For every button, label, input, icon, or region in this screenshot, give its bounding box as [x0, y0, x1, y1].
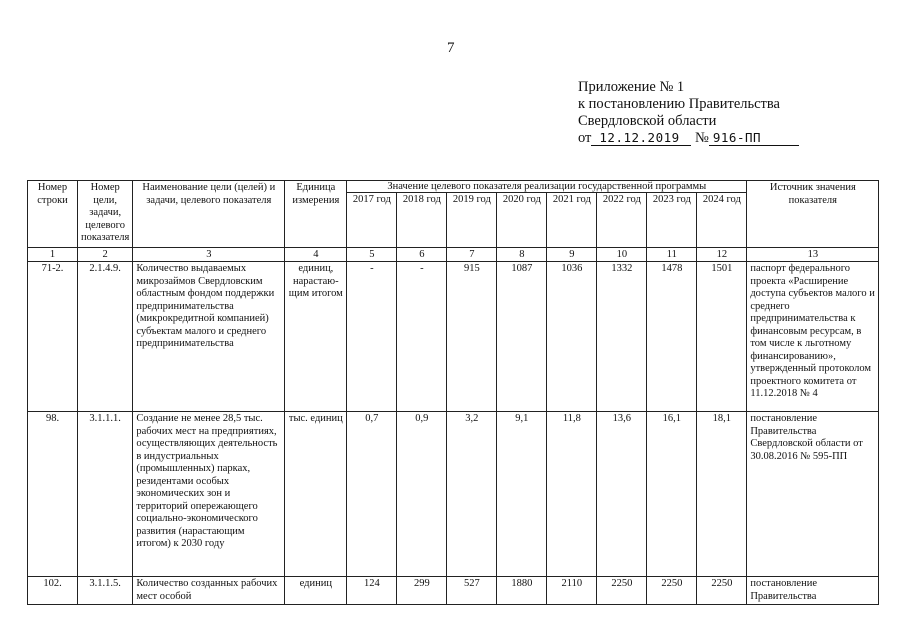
column-number: 9	[547, 248, 597, 262]
header-goal-no: Номер цели, задачи, целевого показателя	[78, 181, 133, 248]
header-year: 2024 год	[697, 193, 747, 248]
row-no: 98.	[28, 412, 78, 577]
value-cell: 13,6	[597, 412, 647, 577]
goal-no: 3.1.1.5.	[78, 577, 133, 605]
header-year: 2023 год	[647, 193, 697, 248]
column-number: 7	[447, 248, 497, 262]
indicators-table	[27, 180, 879, 605]
value-cell: 2250	[647, 577, 697, 605]
header-year: 2022 год	[597, 193, 647, 248]
header-unit: Единица измерения	[285, 181, 347, 248]
value-cell: 2110	[547, 577, 597, 605]
appendix-number: 916-ПП	[712, 130, 762, 145]
indicator-name: Количество выдаваемых микрозаймов Свердловским областным фондом поддержки предпринимательства (микрокредитной компанией) субъектам малого и среднего предпринимательства	[133, 262, 285, 412]
header-row	[28, 181, 879, 193]
header-values-title: Значение целевого показателя реализации государственной программы	[347, 181, 747, 193]
source: постановление Правительства	[747, 577, 879, 605]
column-number: 10	[597, 248, 647, 262]
column-number: 4	[285, 248, 347, 262]
column-number: 12	[697, 248, 747, 262]
value-cell: 1501	[697, 262, 747, 412]
page-number: 7	[447, 40, 455, 56]
value-cell: 1332	[597, 262, 647, 412]
value-cell: 1036	[547, 262, 597, 412]
column-number: 2	[78, 248, 133, 262]
source: постановление Правительства Свердловской области от 30.08.2016 № 595-ПП	[747, 412, 879, 577]
value-cell: 11,8	[547, 412, 597, 577]
indicator-name: Количество созданных рабочих мест особой	[133, 577, 285, 605]
header-year: 2017 год	[347, 193, 397, 248]
column-number: 5	[347, 248, 397, 262]
column-number: 13	[747, 248, 879, 262]
header-name: Наименование цели (целей) и задачи, целевого показателя	[133, 181, 285, 248]
header-year: 2019 год	[447, 193, 497, 248]
value-cell: 18,1	[697, 412, 747, 577]
appendix-block	[578, 79, 799, 147]
appendix-resolution: к постановлению Правительства	[578, 96, 780, 112]
table-row	[28, 262, 879, 412]
appendix-region: Свердловской области	[578, 113, 717, 129]
table-row	[28, 577, 879, 605]
unit: единиц, нарастаю-щим итогом	[285, 262, 347, 412]
header-source: Источник значения показателя	[747, 181, 879, 248]
row-no: 71-2.	[28, 262, 78, 412]
appendix-from: от	[578, 130, 592, 146]
appendix-date-line	[578, 130, 799, 147]
value-cell: 299	[397, 577, 447, 605]
value-cell: 2250	[597, 577, 647, 605]
value-cell: 2250	[697, 577, 747, 605]
table-row	[28, 412, 879, 577]
goal-no: 3.1.1.1.	[78, 412, 133, 577]
header-row-no: Номер строки	[28, 181, 78, 248]
appendix-date: 12.12.2019	[599, 130, 680, 145]
value-cell: 16,1	[647, 412, 697, 577]
appendix-num-sign: №	[695, 130, 709, 146]
row-no: 102.	[28, 577, 78, 605]
value-cell: 1478	[647, 262, 697, 412]
value-cell: 1880	[497, 577, 547, 605]
value-cell: -	[347, 262, 397, 412]
goal-no: 2.1.4.9.	[78, 262, 133, 412]
value-cell: 1087	[497, 262, 547, 412]
column-number: 8	[497, 248, 547, 262]
unit: тыс. единиц	[285, 412, 347, 577]
value-cell: 527	[447, 577, 497, 605]
column-number: 3	[133, 248, 285, 262]
value-cell: -	[397, 262, 447, 412]
value-cell: 124	[347, 577, 397, 605]
value-cell: 0,7	[347, 412, 397, 577]
column-numbers-row	[28, 248, 879, 262]
value-cell: 0,9	[397, 412, 447, 577]
unit: единиц	[285, 577, 347, 605]
value-cell: 9,1	[497, 412, 547, 577]
appendix-title: Приложение № 1	[578, 79, 685, 95]
column-number: 1	[28, 248, 78, 262]
source: паспорт федерального проекта «Расширение доступа субъектов малого и среднего предпринимательства к финансовым ресурсам, в том числе к льготному финансированию», утвержденный протоколом проектного комитета от 11.12.2018 № 4	[747, 262, 879, 412]
column-number: 11	[647, 248, 697, 262]
column-number: 6	[397, 248, 447, 262]
header-year: 2020 год	[497, 193, 547, 248]
indicator-name: Создание не менее 28,5 тыс. рабочих мест на предприятиях, осуществляющих деятельность в индустриальных (промышленных) парках, резидентами особых экономических зон и территорий опережающего социально-экономического развития (нарастающим итогом) к 2030 году	[133, 412, 285, 577]
header-year: 2021 год	[547, 193, 597, 248]
header-year: 2018 год	[397, 193, 447, 248]
value-cell: 915	[447, 262, 497, 412]
value-cell: 3,2	[447, 412, 497, 577]
